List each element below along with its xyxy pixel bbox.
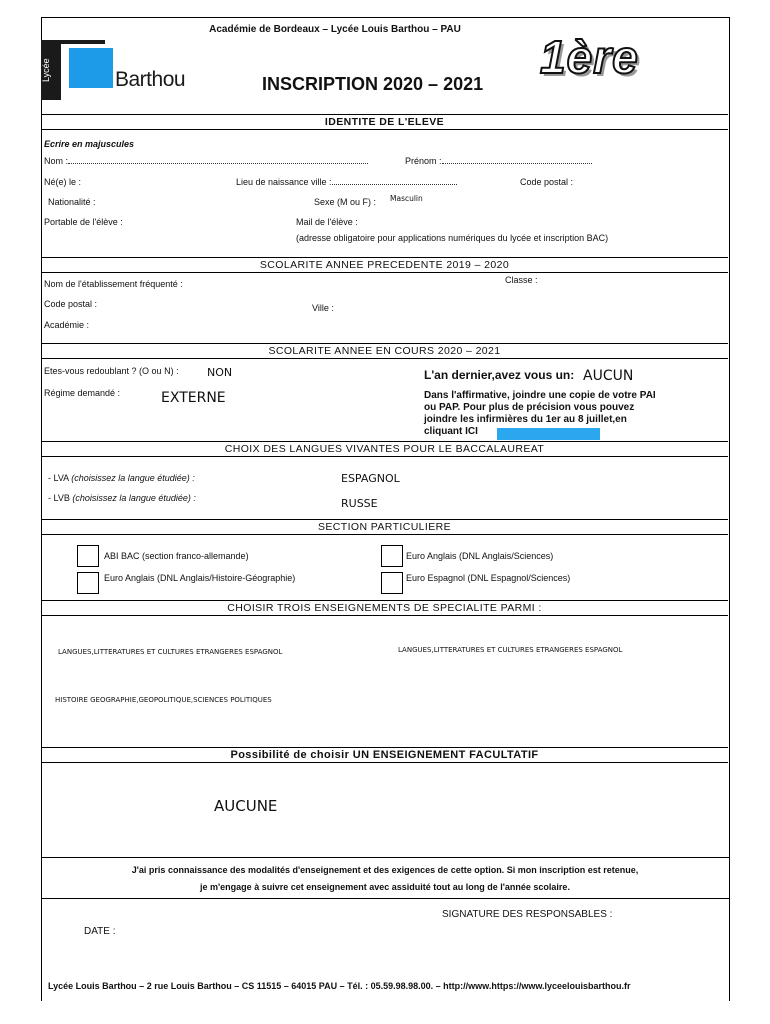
nationalite-label: Nationalité : xyxy=(48,197,96,207)
date-label: DATE : xyxy=(84,926,116,937)
ne-le-label: Né(e) le : xyxy=(44,177,82,187)
prenom-line xyxy=(442,155,592,164)
engagement-line-1: J'ai pris connaissance des modalités d'enseignement et des exigences de cette option. Si mon inscription est retenue, xyxy=(131,865,639,875)
code-postal-label: Code postal : xyxy=(520,177,574,187)
lvb-row xyxy=(48,493,196,503)
section-facultatif-title: Possibilité de choisir UN ENSEIGNEMENT FACULTATIF xyxy=(41,747,728,763)
engagement-divider-bottom xyxy=(41,898,729,899)
option-abibac-label: ABI BAC (section franco-allemande) xyxy=(104,551,249,561)
footer-text: Lycée Louis Barthou – 2 rue Louis Barthou – CS 11515 – 64015 PAU – Tél. : 05.59.98.98.00. – http://www.https://www.lyceelouisbarthou.fr xyxy=(48,981,631,991)
specialite-choice-3[interactable]: HISTOIRE GEOGRAPHIE,GEOPOLITIQUE,SCIENCES POLITIQUES xyxy=(55,696,272,704)
etablissement-label: Nom de l'établissement fréquenté : xyxy=(44,279,183,289)
lycee-logo xyxy=(41,40,211,100)
write-caps-note: Ecrire en majuscules xyxy=(44,139,135,149)
section-previous-title: SCOLARITE ANNEE PRECEDENTE 2019 – 2020 xyxy=(41,257,728,273)
lva-hint: (choisissez la langue étudiée) : xyxy=(71,473,195,483)
option-euro-anglais-sciences-label: Euro Anglais (DNL Anglais/Sciences) xyxy=(406,551,554,561)
section-identity-title: IDENTITE DE L'ELEVE xyxy=(41,114,728,130)
section-current-title: SCOLARITE ANNEE EN COURS 2020 – 2021 xyxy=(41,343,728,359)
pai-note-line-2: ou PAP. Pour plus de précision vous pouvez xyxy=(424,402,635,413)
logo-top-bar xyxy=(61,40,105,44)
lieu-field[interactable] xyxy=(236,176,457,187)
option-euro-espagnol-label: Euro Espagnol (DNL Espagnol/Sciences) xyxy=(406,573,571,583)
option-euro-anglais-hg-label: Euro Anglais (DNL Anglais/Histoire-Géographie) xyxy=(104,573,296,583)
logo-name: Barthou xyxy=(115,68,186,91)
section-particuliere-title: SECTION PARTICULIERE xyxy=(41,519,728,535)
prenom-label: Prénom : xyxy=(405,156,442,166)
checkbox-euro-anglais-hg[interactable] xyxy=(77,572,99,594)
lva-label: - LVA xyxy=(48,473,69,483)
regime-input[interactable]: EXTERNE xyxy=(161,390,226,406)
mail-note: (adresse obligatoire pour applications numériques du lycée et inscription BAC) xyxy=(296,233,609,243)
checkbox-abibac[interactable] xyxy=(77,545,99,567)
infirmieres-link-box[interactable] xyxy=(497,428,600,440)
grade-badge: 1ère xyxy=(540,31,639,83)
section-specialites-title: CHOISIR TROIS ENSEIGNEMENTS DE SPECIALITE PARMI : xyxy=(41,600,728,616)
logo-blue-square xyxy=(69,48,113,88)
academie-label: Académie : xyxy=(44,320,90,330)
checkbox-euro-espagnol[interactable] xyxy=(381,572,403,594)
logo-vertical-text: Lycée xyxy=(41,58,51,82)
section-languages-title: CHOIX DES LANGUES VIVANTES POUR LE BACCALAUREAT xyxy=(41,441,728,457)
academy-line: Académie de Bordeaux – Lycée Louis Barthou – PAU xyxy=(209,24,461,35)
portable-label: Portable de l'élève : xyxy=(44,217,123,227)
nom-field[interactable] xyxy=(44,155,368,166)
pai-note-line-3: joindre les infirmières du 1er au 8 juillet,en xyxy=(424,414,627,425)
lvb-select[interactable]: RUSSE xyxy=(341,497,378,510)
sexe-label: Sexe (M ou F) : xyxy=(314,197,377,207)
lva-select[interactable]: ESPAGNOL xyxy=(341,472,400,485)
checkbox-euro-anglais-sciences[interactable] xyxy=(381,545,403,567)
specialite-choice-2[interactable]: LANGUES,LITTERATURES ET CULTURES ETRANGERES ESPAGNOL xyxy=(398,646,623,654)
nom-line xyxy=(68,155,368,164)
last-year-input[interactable]: AUCUN xyxy=(583,368,634,384)
lva-row xyxy=(48,473,195,483)
engagement-line-2: je m'engage à suivre cet enseignement avec assiduité tout au long de l'année scolaire. xyxy=(200,882,570,892)
sexe-input[interactable]: Masculin xyxy=(390,194,423,203)
facultatif-input[interactable]: AUCUNE xyxy=(214,797,278,815)
lvb-label: - LVB xyxy=(48,493,70,503)
pai-note-line-1: Dans l'affirmative, joindre une copie de votre PAI xyxy=(424,390,656,401)
prenom-field[interactable] xyxy=(405,155,592,166)
redoublant-input[interactable]: NON xyxy=(207,366,233,379)
lieu-label: Lieu de naissance ville : xyxy=(236,177,332,187)
prev-code-postal-label: Code postal : xyxy=(44,299,98,309)
nom-label: Nom : xyxy=(44,156,69,166)
regime-label: Régime demandé : xyxy=(44,388,121,398)
lieu-line xyxy=(332,176,457,185)
pai-note-line-4: cliquant ICI xyxy=(424,426,478,437)
ville-label: Ville : xyxy=(312,303,334,313)
last-year-label: L'an dernier,avez vous un: xyxy=(424,368,575,382)
page-title: INSCRIPTION 2020 – 2021 xyxy=(262,74,484,94)
signature-label: SIGNATURE DES RESPONSABLES : xyxy=(442,909,613,920)
classe-label: Classe : xyxy=(505,275,538,285)
specialite-choice-1[interactable]: LANGUES,LITTERATURES ET CULTURES ETRANGERES ESPAGNOL xyxy=(58,648,283,656)
lvb-hint: (choisissez la langue étudiée) : xyxy=(72,493,196,503)
redoublant-label: Etes-vous redoublant ? (O ou N) : xyxy=(44,366,179,376)
mail-label: Mail de l'élève : xyxy=(296,217,358,227)
engagement-divider xyxy=(41,857,729,858)
